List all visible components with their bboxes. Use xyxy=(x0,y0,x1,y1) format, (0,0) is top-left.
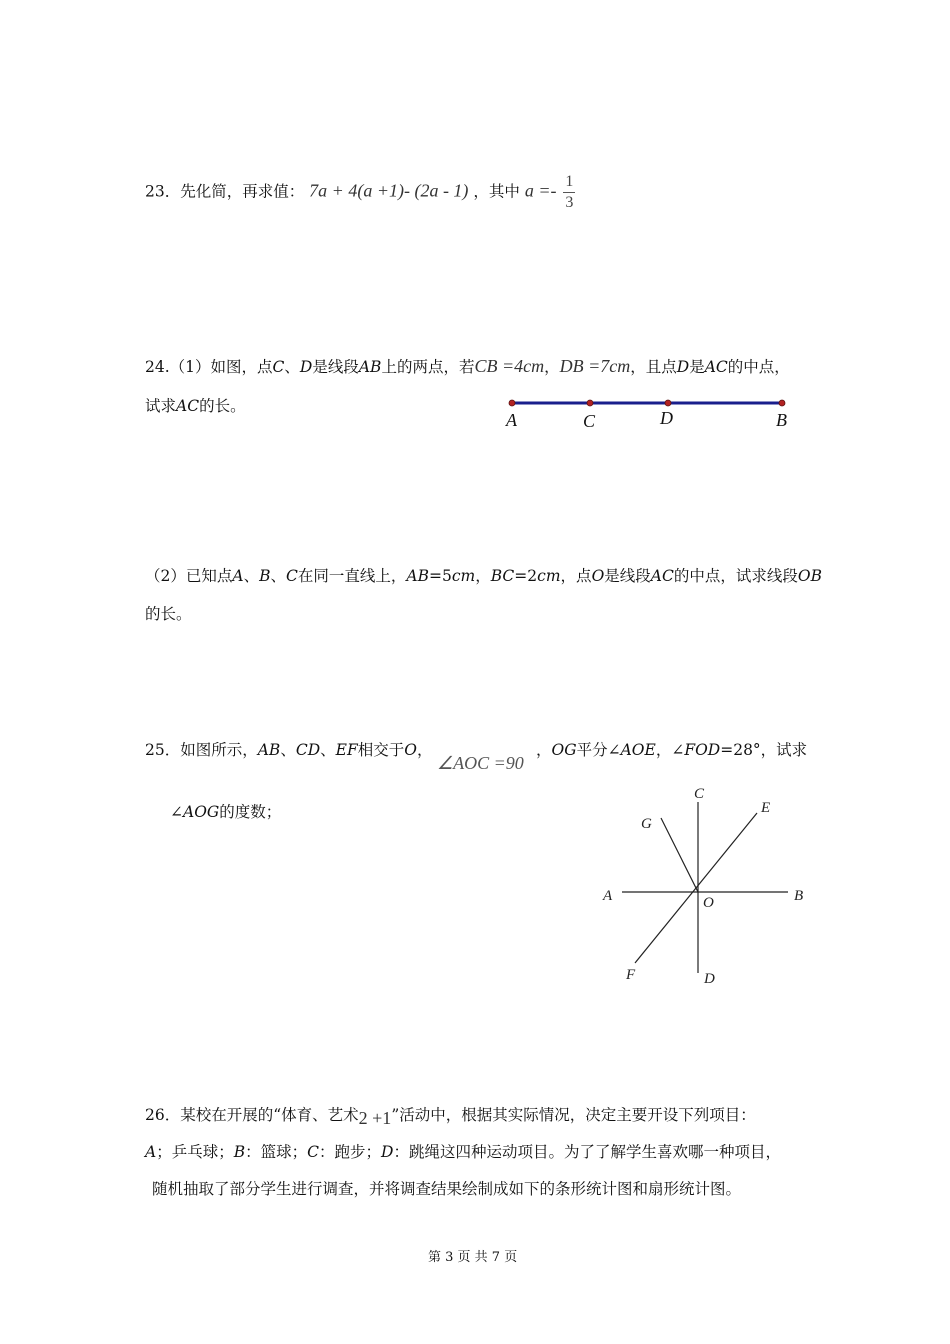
q24-text: 的中点， xyxy=(727,358,790,376)
q24-db-equation: DB =7cm xyxy=(559,356,631,376)
q26-text: ：跳绳这四种运动项目。为了了解学生喜欢哪一种项目， xyxy=(393,1143,781,1161)
q26-text: 26．某校在开展的“体育、艺术 xyxy=(145,1106,359,1124)
q25-text: ∠ xyxy=(170,803,183,821)
point-c-dot xyxy=(587,400,593,406)
q24p2-segment-ob: OB xyxy=(797,567,822,585)
q24p2-text: 是线段 xyxy=(604,567,651,585)
q25-point-o: O xyxy=(404,741,417,759)
q26-option-a: A xyxy=(145,1143,157,1161)
q25-line-ab: AB xyxy=(257,741,281,759)
q25-ray-og: OG xyxy=(551,741,577,759)
label-o: O xyxy=(703,895,714,911)
q24-segment-ab: AB xyxy=(358,358,382,376)
q24p2-sep: 、 xyxy=(270,567,286,585)
label-f: F xyxy=(626,967,636,983)
q24p2-point-b: B xyxy=(259,567,271,585)
label-c: C xyxy=(583,411,596,431)
q24p2-ab-value: =5 xyxy=(428,567,452,585)
q24p2-point-c: C xyxy=(286,567,298,585)
point-a-dot xyxy=(509,400,515,406)
q24p2-point-a: A xyxy=(232,567,244,585)
q25-text: 相交于 xyxy=(357,741,405,759)
q24-sep: 、 xyxy=(284,358,300,376)
q24-text: 24.（1）如图，点 xyxy=(145,358,273,376)
question-24-part1-line1 xyxy=(145,356,790,377)
point-b-dot xyxy=(779,400,785,406)
q26-text: ：跑步； xyxy=(319,1143,382,1161)
q24-text: 是线段 xyxy=(312,358,359,376)
q25-text: 平分∠ xyxy=(576,741,621,759)
q24p2-text: （2）已知点 xyxy=(145,567,233,585)
label-b: B xyxy=(794,888,804,904)
q25-angle-fod: FOD xyxy=(684,741,721,759)
q24-point-d: D xyxy=(676,358,690,376)
q26-option-d: D xyxy=(381,1143,394,1161)
question-23 xyxy=(145,172,575,213)
question-25-line1 xyxy=(145,740,432,760)
question-24-part2-line2 xyxy=(145,604,192,624)
q24p2-point-o: O xyxy=(591,567,605,585)
q25-text: =28°，试求 xyxy=(720,741,808,759)
ray-og xyxy=(661,818,698,892)
q23-mid: ，其中 xyxy=(473,182,520,201)
q25-angle-aog: AOG xyxy=(183,803,220,821)
question-24-part2-line1 xyxy=(145,566,822,586)
q24p2-text: 的长。 xyxy=(145,605,192,623)
q24-segment-ac: AC xyxy=(176,397,200,415)
q24-point-d: D xyxy=(299,358,313,376)
q26-math: 2 +1 xyxy=(358,1108,392,1128)
label-a: A xyxy=(506,410,517,430)
question-25-line1-cont xyxy=(536,740,807,760)
q24-cb-equation: CB =4cm xyxy=(474,356,545,376)
q24-text: 上的两点，若 xyxy=(381,358,475,376)
point-d-dot xyxy=(665,400,671,406)
q25-sep: 、 xyxy=(280,741,296,759)
q24-segment-ac: AC xyxy=(704,358,728,376)
q24p2-text: ，点 xyxy=(560,567,592,585)
q23-frac-numerator: 1 xyxy=(563,172,575,193)
q26-option-c: C xyxy=(307,1143,319,1161)
q24p2-unit: cm xyxy=(537,567,561,585)
segment-diagram xyxy=(500,390,800,435)
angle-diagram xyxy=(595,780,815,995)
q25-text: ， xyxy=(536,741,552,759)
label-e: E xyxy=(761,800,771,816)
q25-text: 的度数； xyxy=(219,803,282,821)
q24p2-text: 的中点，试求线段 xyxy=(673,567,798,585)
q23-prefix: 23．先化简，再求值： xyxy=(145,182,305,201)
q25-sep: 、 xyxy=(320,741,336,759)
q24p2-unit: cm xyxy=(451,567,476,585)
q25-angle-aoe: AOE xyxy=(620,741,656,759)
q24p2-segment-ac: AC xyxy=(650,567,674,585)
q24p2-sep: 、 xyxy=(243,567,260,585)
q26-text: ”活动中，根据其实际情况，决定主要开设下列项目： xyxy=(391,1106,756,1124)
question-26-line2 xyxy=(145,1142,781,1162)
q24-text: 的长。 xyxy=(199,397,246,415)
q24-text: 试求 xyxy=(145,397,177,415)
q24p2-segment-ab: AB xyxy=(406,567,429,585)
q23-fraction xyxy=(563,172,575,213)
q24-comma: ， xyxy=(544,358,560,376)
q23-condition: a =- xyxy=(524,180,557,201)
label-c: C xyxy=(694,786,705,802)
q24p2-segment-bc: BC xyxy=(490,567,515,585)
label-d: D xyxy=(660,408,673,428)
question-26-line1 xyxy=(145,1104,756,1128)
q24p2-text: ， xyxy=(475,567,491,585)
q26-text: ；乒乓球； xyxy=(156,1143,234,1161)
label-d: D xyxy=(704,971,715,987)
q24-point-c: C xyxy=(272,358,285,376)
page-footer: 第 3 页 共 7 页 xyxy=(428,1250,518,1265)
q25-line-cd: CD xyxy=(295,741,321,759)
q24-text: ，且点 xyxy=(630,358,677,376)
label-a: A xyxy=(603,888,613,904)
question-25-line2 xyxy=(170,802,281,822)
question-26-line3 xyxy=(152,1179,741,1199)
q24p2-bc-value: =2 xyxy=(514,567,538,585)
q23-expression: 7a + 4(a +1)- (2a - 1) xyxy=(309,180,469,201)
q23-frac-denominator: 3 xyxy=(565,194,574,211)
q26-option-b: B xyxy=(233,1143,246,1161)
q25-angle-equation: ∠AOC =90 xyxy=(437,753,524,773)
question-24-part1-line2 xyxy=(145,396,246,416)
q25-line-ef: EF xyxy=(335,741,358,759)
label-g: G xyxy=(641,816,652,832)
q25-text: ， xyxy=(416,741,433,759)
q26-text: 随机抽取了部分学生进行调查，并将调查结果绘制成如下的条形统计图和扇形统计图。 xyxy=(152,1180,742,1198)
label-b: B xyxy=(776,410,787,430)
q24p2-text: 在同一直线上， xyxy=(297,567,407,585)
q24-text: 是 xyxy=(689,358,705,376)
q25-text: ，∠ xyxy=(655,741,685,759)
q25-text: 25．如图所示， xyxy=(145,741,258,759)
q26-text: ：篮球； xyxy=(245,1143,308,1161)
